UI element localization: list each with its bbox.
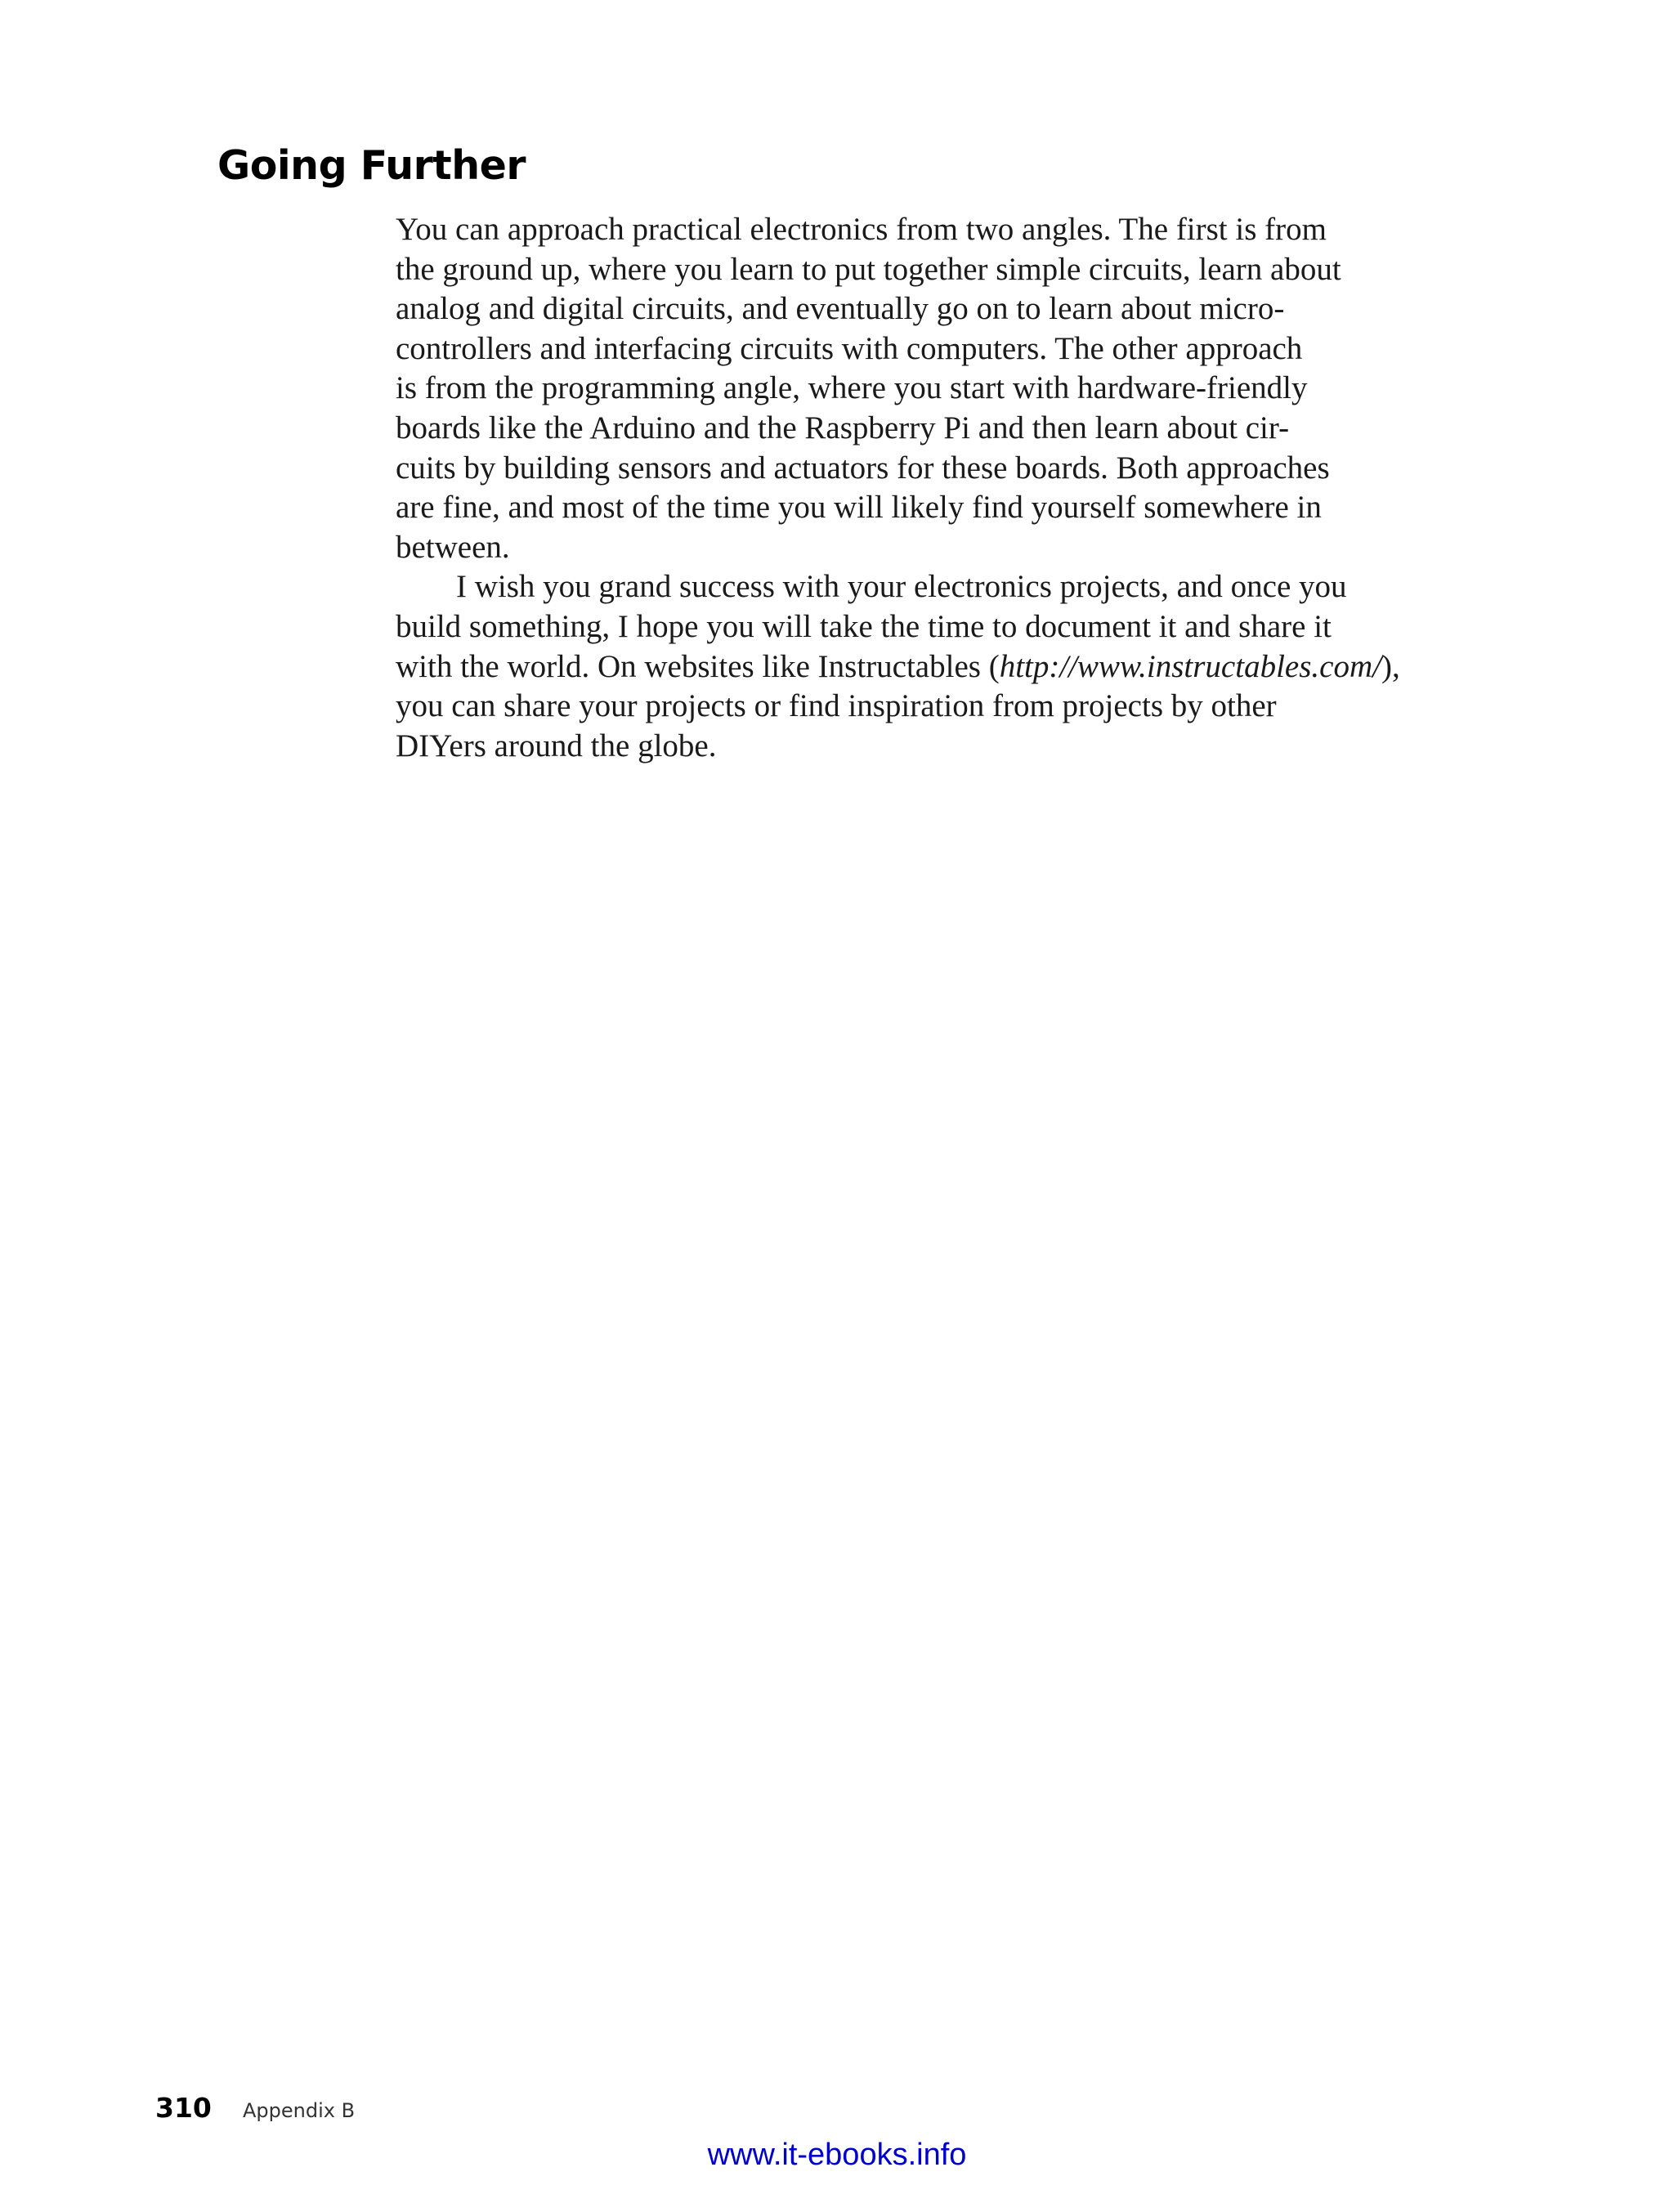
text-line: I wish you grand success with your electronics projects, and once you: [456, 569, 1347, 605]
text-line-with-link: [396, 647, 1491, 687]
text-line: between.: [396, 529, 510, 565]
running-footer-section: Appendix B: [243, 2099, 356, 2122]
text-line: the ground up, where you learn to put together simple circuits, learn about: [396, 251, 1341, 287]
watermark-link[interactable]: www.it-ebooks.info: [707, 2138, 967, 2172]
instructables-url[interactable]: http://www.instructables.com/: [999, 648, 1381, 684]
text-line: is from the programming angle, where you start with hardware-friendly: [396, 370, 1308, 406]
text-line: boards like the Arduino and the Raspberry Pi and then learn about cir-: [396, 410, 1290, 446]
text-line: controllers and interfacing circuits with computers. The other approach: [396, 330, 1303, 366]
body-text: [396, 210, 1491, 766]
page-number: 310: [155, 2092, 212, 2124]
paragraph-1: [396, 210, 1491, 567]
text-line: You can approach practical electronics from two angles. The first is from: [396, 212, 1327, 247]
paragraph-2: [396, 567, 1491, 766]
section-heading: Going Further: [217, 142, 526, 189]
text-line: build something, I hope you will take the time to document it and share it: [396, 608, 1332, 644]
link-suffix: ),: [1381, 648, 1400, 684]
text-line: analog and digital circuits, and eventually go on to learn about micro-: [396, 291, 1285, 327]
text-line: you can share your projects or find inspiration from projects by other: [396, 688, 1277, 724]
text-line: cuits by building sensors and actuators for these boards. Both approaches: [396, 450, 1330, 486]
text-line: DIYers around the globe.: [396, 728, 717, 763]
text-line: are fine, and most of the time you will likely find yourself somewhere in: [396, 490, 1322, 526]
link-prefix: with the world. On websites like Instructables (: [396, 648, 1000, 684]
